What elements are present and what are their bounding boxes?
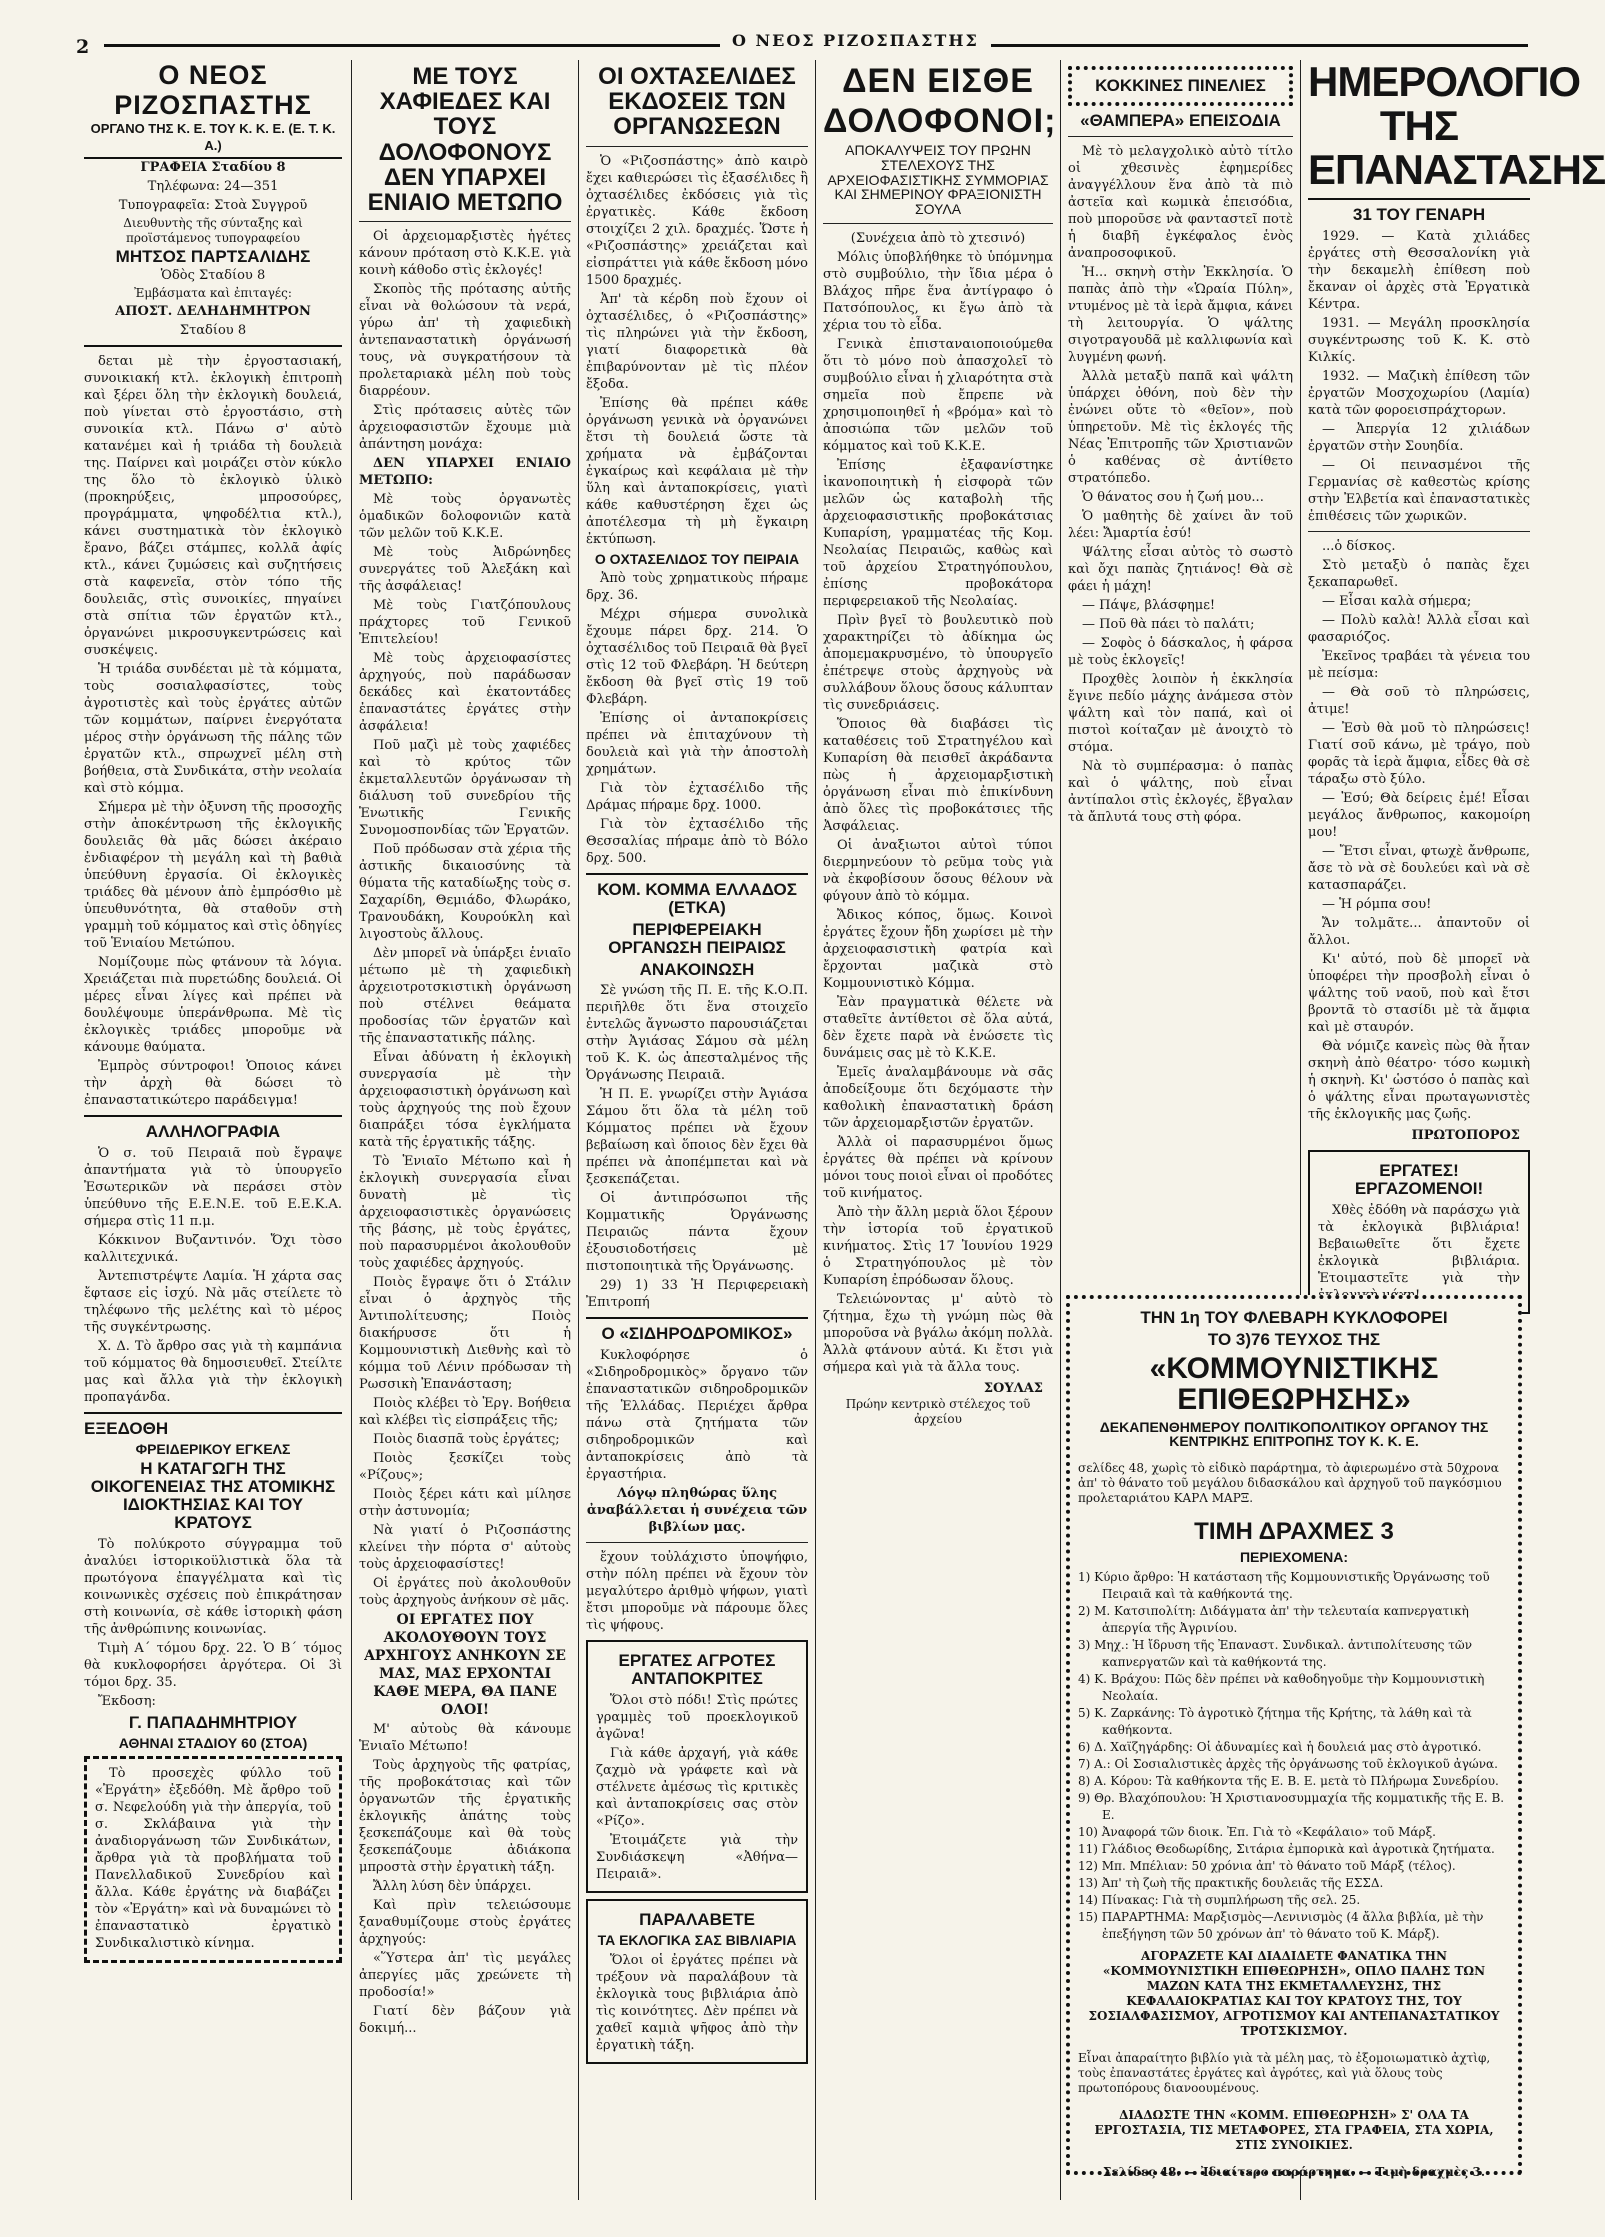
article-paragraph: Ποιὸς κλέβει τὸ Ἐργ. Βοήθεια καὶ κλέβει τὶς εἰσπράξεις τῆς;	[359, 1396, 571, 1429]
booklets-box	[586, 1899, 808, 2064]
article-paragraph: Ὁ θάνατος σου ἡ ζωή μου...	[1082, 489, 1264, 505]
dialogue-line: Θὰ νόμιζε κανεὶς πὼς θὰ ἦταν σκηνὴ ἀπὸ θέατρο· τόσο κωμικὴ ἡ σκηνὴ. Κι' ὡστόσο ὁ παπὰς καὶ ὁ ψάλτης εἶναι πρωταγωνιστὲς τῆς ἐκλογικῆς μας ζωῆς.	[1308, 1038, 1530, 1122]
section-heading: Ο «ΣΙΔΗΡΟΔΡΟΜΙΚΟΣ»	[601, 1324, 793, 1344]
column-rule	[578, 60, 579, 2200]
correspondence-item: Χ. Δ. Τὸ ἄρθρο σας γιὰ τὴ καμπάνια τοῦ κόμματος θὰ δημοσιευθεῖ. Στείλτε μας καὶ ἄλλα γιὰ τὴν ἐκλογικὴ προπαγάνδα.	[84, 1338, 342, 1405]
advert-price	[1078, 1518, 1510, 1546]
article-subhead: ΔΕΝ ΥΠΑΡΧΕΙ ΕΝΙΑΙΟ ΜΕΤΩΠΟ:	[359, 456, 571, 489]
correspondence-item: Ἀντεπιστρέψτε Λαμία. Ἡ χάρτα σας ἔφτασε εἰς ἰσχύ. Νὰ μᾶς στείλετε τὸ τηλέφωνο τῆς μελέτης καὶ τὸ μέρος τῆς συγκέντρωσης.	[84, 1268, 342, 1335]
advert-call: ΑΓΟΡΑΖΕΤΕ ΚΑΙ ΔΙΑΔΙΔΕΤΕ ΦΑΝΑΤΙΚΑ ΤΗΝ «ΚΟΜΜΟΥΝΙΣΤΙΚΗ ΕΠΙΘΕΩΡΗΣΗ», ΟΠΛΟ ΠΑΛΗΣ ΤΩΝ ΜΑΖΩΝ ΚΑΤΑ ΤΗΣ ΕΚΜΕΤΑΛΛΕΥΣΗΣ, ΤΗΣ ΚΕΦΑΛΑΙΟΚΡΑΤΙΑΣ ΚΑΙ ΤΟΥ ΚΡΑΤΟΥΣ ΤΗΣ, ΤΟΥ ΣΟΣΙΑΛΦΑΣΙΣΜΟΥ, ΑΓΡΟΤΙΣΜΟΥ ΚΑΙ ΑΝΤΕΠΑΝΑΣΤΑΤΙΚΟΥ ΤΡΟΤΣΚΙΣΜΟΥ.	[1088, 1948, 1500, 2038]
article-paragraph: Ἐμεῖς ἀναλαμβάνουμε νὰ σᾶς ἀποδείξουμε ὅτι δεχόμαστε τὴν καθολικὴ ἐπαναστατικὴ δράση τῶν ἀρχειομαρξιστῶν ἐργατῶν.	[823, 1064, 1053, 1131]
article-paragraph: Ἀπ' τὰ κέρδη ποὺ ἔχουν οἱ ὀχτασέλιδες, ὁ «Ριζοσπάστης» τὶς πληρώνει γιὰ τὴν ἔκδοση, γιατί διαφορετικὰ θὰ ἐπιβαρύνονταν μὲ τὶς πλέον ἔξοδα.	[586, 291, 808, 392]
divider	[84, 345, 342, 347]
article-paragraph: Ἀλλὰ μεταξὺ παπᾶ καὶ ψάλτη ὑπάρχει ὀθόνη, ποὺ δὲν τὴν ἐνώνει οὔτε τὸ «θεῖον», ποὺ ὑπηρετοῦν. Μὲ τὶς ἐκλογές τῆς Νέας Ἐπιτροπῆς τῶν Χριστιανῶν ὁ καθένας σὲ ἀντίθετο στρατόπεδο.	[1068, 368, 1293, 486]
article-paragraph: Ἐτοιμάζετε γιὰ τὴν Συνδιάσκεψη «Ἀθήνα—Πειραιᾶ».	[596, 1833, 798, 1882]
masthead-publisher-label: Ἐμβάσματα καὶ ἐπιταγές:	[134, 286, 292, 300]
divider	[84, 1115, 342, 1117]
article-paragraph: Ποῦ πρόδωσαν στὰ χέρια τῆς ἀστικῆς δικαιοσύνης τὰ θύματα τῆς καταδίωξης τοὺς σ. Σαχαρίδη, Θεμιάδο, Φλωράκο, Τρανουδάκη, Κουρούκλη καὶ λιγοστοὺς ἄλλους.	[359, 842, 571, 943]
article-paragraph: Ἀπὸ τοὺς χρηματικοὺς πήραμε δρχ. 36.	[586, 571, 808, 604]
calendar-entry: 1931. — Μεγάλη προσκλησία συγκέντρωσης τοῦ Κ. Κ. στὸ Κιλκίς.	[1308, 315, 1530, 365]
article-signature: ΣΟΥΛΑΣ	[983, 1380, 1043, 1396]
page-number: 2	[76, 36, 90, 58]
contents-item: 1) Κύριο ἄρθρο: Ἡ κατάσταση τῆς Κομμουνιστικῆς Ὀργάνωσης τοῦ Πειραιᾶ καὶ τὰ καθήκοντά της.	[1078, 1569, 1490, 1601]
divider	[1068, 136, 1293, 137]
dialogue-line: — Ἐσύ; Θὰ δείρεις ἐμέ! Εἶσαι μεγάλος ἄνθρωπος, κακομοίρη μου!	[1308, 790, 1530, 840]
article-paragraph: Γενικὰ ἐπισταναιοποιούμεθα ὅτι τὸ μόνο ποὺ ἀπασχολεῖ τὸ συμβούλιο εἶναι ἡ χλιαρότητα στὰ σημεῖα ποὺ ἔπρεπε νὰ χρησιμοποιηθεῖ ἡ «βρόμα» καὶ τὸ ἀποσιώπα τῶν μελῶν τοῦ κόμματος καὶ τοῦ Κ.Κ.Ε.	[823, 336, 1053, 454]
masthead-editor-address: Ὁδὸς Σταδίου 8	[160, 268, 266, 283]
article-deck: ΑΠΟΚΑΛΥΨΕΙΣ ΤΟΥ ΠΡΩΗΝ ΣΤΕΛΕΧΟΥΣ ΤΗΣ ΑΡΧΕΙΟΦΑΣΙΣΤΙΚΗΣ ΣΥΜΜΟΡΙΑΣ ΚΑΙ ΣΗΜΕΡΙΝΟΥ ΦΡΑΞΙΟΝΙΣΤΗ ΣΟΥΛΑ	[827, 142, 1049, 218]
article-paragraph: Τοὺς ἀρχηγοὺς τῆς φατρίας, τῆς προβοκάτσιας καὶ τῶν ὀργανωτῶν τῆς ἐργατικῆς ἐκλογικῆς ἀπάτης τοὺς ξεσκεπάζουμε καὶ θὰ τοὺς ξεσκεπάζουμε ἀδιάκοπα μπροστὰ στὴν ἐργατικὴ τάξη.	[359, 1758, 571, 1876]
advert-price-value: 3	[1380, 1518, 1394, 1546]
article-paragraph: Ἄδικος κόπος, ὅμως. Κοινοὶ ἐργάτες ἔχουν ἤδη χωρίσει μὲ τὴν ἀρχειοφασιστικὴ φατρία καὶ ἔρχονται μαζικὰ στὸ Κομμουνιστικὸ Κόμμα.	[823, 907, 1053, 991]
running-head: Ο ΝΕΟΣ ΡΙΖΟΣΠΑΣΤΗΣ	[720, 31, 991, 50]
article-paragraph: — Σοφὸς ὁ δάσκαλος, ἡ φάρσα μὲ τοὺς ἐκλογεῖς!	[1068, 635, 1293, 668]
article-headline: ΜΕ ΤΟΥΣ ΧΑΦΙΕΔΕΣ ΚΑΙ ΤΟΥΣ ΔΟΛΟΦΟΝΟΥΣ ΔΕΝ ΥΠΑΡΧΕΙ ΕΝΙΑΙΟ ΜΕΤΩΠΟ	[367, 63, 563, 216]
article-paragraph: Μ' αὐτοὺς θὰ κάνουμε Ἑνιαῖο Μέτωπο!	[359, 1722, 571, 1755]
article-paragraph: Μέχρι σήμερα συνολικὰ ἔχουμε πάρει δρχ. 214. Ὁ ὀχτασέλιδος τοῦ Πειραιᾶ θὰ βγεῖ στὶς 12 τοῦ Φλεβάρη. Ἡ δεύτερη ἔκδοση θὰ βγεῖ στὶς 19 τοῦ Φλεβάρη.	[586, 607, 808, 708]
article-paragraph: 29) 1) 33 Ἡ Περιφερειακὴ Ἐπιτροπή	[586, 1278, 808, 1311]
contents-item: 8) Α. Κόρου: Τὰ καθήκοντα τῆς Ε. Β. Ε. μετὰ τὸ Πλήρωμα Συνεδρίου.	[1078, 1773, 1499, 1788]
article-paragraph: Ὅλοι οἱ ἐργάτες πρέπει νὰ τρέξουν νὰ παραλάβουν τὰ ἐκλογικὰ τους βιβλιάρια ἀπὸ τὶς κοινότητες. Δὲν πρέπει νὰ χαθεῖ καμιὰ ψῆφος ἀπὸ τὴν ἐργατικὴ τάξη.	[596, 1952, 798, 2053]
dialogue-line: Στὸ μεταξὺ ὁ παπὰς ἔχει ξεκαπαρωθεῖ.	[1308, 557, 1530, 590]
announcement-party: ΚΟΜ. ΚΟΜΜΑ ΕΛΛΑΔΟΣ (ΕΤΚΑ)	[597, 880, 797, 918]
contents-item: 12) Μπ. Μπέλιαν: 50 χρόνια ἀπ' τὸ θάνατο τοῦ Μάρξ (τέλος).	[1078, 1858, 1456, 1873]
column-title-box	[1068, 66, 1293, 106]
workers-box-text: Χθὲς ἐδόθη νὰ παράσχω γιὰ τὰ ἐκλογικὰ βιβλιάρια! Βεβαιωθεῖτε ὅτι ἔχετε ἐκλογικὰ βιβλιάρια. Ἑτοιμαστεῖτε γιὰ τὴν	[1318, 1202, 1520, 1286]
contents-item: 14) Πίνακας: Γιὰ τὴ συμπλήρωση τῆς σελ. 25.	[1078, 1892, 1361, 1907]
article-paragraph: — Πάψε, βλάσφημε!	[1082, 597, 1216, 613]
advert-footer: Σελίδες 48. — Ἰδιαίτερο παράρτημα. — Τιμὴ δραχμὲς 3.	[1102, 2164, 1486, 2179]
advert-contents-label: ΠΕΡΙΕΧΟΜΕΝΑ:	[1239, 1549, 1349, 1566]
contents-item: 9) Θρ. Βλαχόπουλου: Ἡ Χριστιανοσυμμαχία τῆς κομματικῆς τῆς Ε. Β. Ε.	[1078, 1790, 1505, 1822]
article-paragraph: Οἱ ἀναξιωτοι αὐτοὶ τύποι διερμηνεύουν τὸ ρεῦμα τοὺς γιὰ νὰ ἐκφοβίσουν ὅσους θέλουν νὰ φύγουν ἀπὸ τὸ κόμμα.	[823, 837, 1053, 904]
article-paragraph: Εἶναι ἀδύνατη ἡ ἐκλογικὴ συνεργασία μὲ τὴν ἀρχειοφασιστικὴ ὀργάνωση καὶ τοὺς ἀρχηγούς της ποὺ ἔχουν διαπράξει τόσα ἐγκλήματα κατὰ τῆς ἐργατικῆς τάξης.	[359, 1050, 571, 1151]
contents-item: 6) Δ. Χαϊζηγάρδης: Οἱ ἀδυναμίες καὶ ἡ δουλειά μας στὸ ἀγροτικό.	[1078, 1739, 1482, 1754]
calendar-entry: — Ἀπεργία 12 χιλιάδων ἐργατῶν στὴν Σουηδία.	[1308, 421, 1530, 454]
article-paragraph: Νὰ γιατί ὁ Ριζοσπάστης κλείνει τὴν πόρτα σ' αὐτοὺς τοὺς ἀρχειοφασίστες!	[359, 1523, 571, 1573]
section-heading: Ο ΟΧΤΑΣΕΛΙΔΟΣ ΤΟΥ ΠΕΙΡΑΙΑ	[594, 550, 800, 567]
notice-text: Λόγῳ πληθώρας ὕλης ἀναβάλλεται ἡ συνέχεια τῶν βιβλίων μας.	[586, 1486, 808, 1536]
article-paragraph: Νὰ τὸ συμπέρασμα: ὁ παπὰς καὶ ὁ ψάλτης, ποὺ εἶναι ἀντίπαλοι στὶς ἐκλογές, ἔβγαλαν τὰ ἄπλυτά τους στὴ φόρα.	[1068, 758, 1293, 825]
column-rule	[1060, 60, 1061, 2200]
article-paragraph: Ἡ... σκηνὴ στὴν Ἐκκλησία. Ὁ παπὰς ἀπὸ τὴν «Ὡραία Πύλη», ντυμένος μὲ τὰ ἱερὰ ἄμφια, κάνει τὴ λειτουργία. Ὁ ψάλτης σιγοτραγουδᾶ μὲ καλλιφωνία καὶ λυγμένη φωνή.	[1068, 264, 1293, 365]
article-paragraph: Ὅποιος θὰ διαβάσει τὶς καταθέσεις τοῦ Στρατηγέλου καὶ Κυπαρίση θὰ πεισθεῖ ἀκράδαντα πὼς ἡ ἀρχειομαρξιστικὴ ὀργάνωση εἶναι πιὸ ἐπικίνδυνη ἀπὸ ὅλες τὶς προβοκάτσιες τῆς Ἀσφάλειας.	[823, 716, 1053, 834]
worker-paper-text: Τὸ προσεχὲς φύλλο τοῦ «Ἐργάτη» ἐξεδόθη. Μὲ ἄρθρο τοῦ σ. Νεφελούδη γιὰ τὴν ἀπεργία, τοῦ σ. Σκλάβαινα γιὰ τὴν ἀναδιοργάνωση τῶν Συνδικάτων, ἄρθρα γιὰ τὰ προβλήματα τοῦ Πανελλαδικοῦ Συνεδρίου καὶ ἄλλα. Κάθε ἐργάτης νὰ διαβάζει τὸν «Ἐργάτη» καὶ νὰ δυναμώνει τὸ ἐπαναστατικὸ ἐργατικὸ Συνδικαλιστικὸ κίνημα.	[95, 1766, 331, 1952]
divider	[1308, 198, 1530, 200]
book-author: ΦΡΕΙΔΕΡΙΚΟΥ ΕΓΚΕΛΣ	[135, 1440, 291, 1457]
booklets-subtitle: ΤΑ ΕΚΛΟΓΙΚΑ ΣΑΣ ΒΙΒΛΙΑΡΙΑ	[597, 1931, 797, 1948]
dialogue-line: Κι' αὐτό, ποὺ δὲ μπορεῖ νὰ ὑποφέρει τὴν προσβολὴ εἶναι ὁ ψάλτης τοῦ ναοῦ, ποὺ καὶ ἔτσι βροντᾶ τὸ στασίδι μὲ τὰ ἄμφια καὶ μὲ σταυρόν.	[1308, 951, 1530, 1035]
article-paragraph: Μὲ τὸ μελαγχολικὸ αὐτὸ τίτλο οἱ χθεσινὲς ἐφημερίδες ἀναγγέλλουν ἕνα ἀπὸ τὰ πιὸ ἀστεῖα καὶ κωμικὰ ἐπεισόδια, ποὺ μποροῦσε νὰ φανταστεῖ ποτὲ ἡ διαβῆ ἐγκέφαλος ἑνὸς ἀναπροσοφικοῦ.	[1068, 143, 1293, 261]
worker-paper-box	[84, 1756, 342, 1963]
divider	[586, 1317, 808, 1319]
contents-item: 4) Κ. Βράχου: Πῶς δὲν πρέπει νὰ καθοδηγοῦμε τὴν Κομμουνιστικὴ Νεολαία.	[1078, 1671, 1485, 1703]
book-description: Τὸ πολύκροτο σύγγραμμα τοῦ ἀναλύει ἱστορικοϋλιστικὰ ὅλα τὰ πρωτόγονα ἐπαγγέλματα καὶ τὶς κοινωνικὲς σχέσεις ποὺ ἐπικράτησαν στὴ κοινωνία, σὲ κάθε ἱστορικὴ φάση τῆς ἀνθρώπινης κοινωνίας.	[84, 1536, 342, 1637]
masthead-offices: ΓΡΑΦΕΙΑ Σταδίου 8	[140, 160, 286, 175]
article-paragraph: Δὲν μπορεῖ νὰ ὑπάρξει ἑνιαῖο μέτωπο μὲ τὴ χαφιεδικὴ ἀρχειοτροτσκιστικὴ ὀργάνωση ποὺ στέλνει θεάματα προδοσίας τῶν ἐργατῶν καὶ τῆς ἐπαναστατικῆς πάλης.	[359, 946, 571, 1047]
article-paragraph: Ποιὸς ἔγραψε ὅτι ὁ Στάλιν εἶναι ὁ ἀρχηγὸς τῆς Ἀντιπολίτευσης; Ποιὸς διακήρυσσε ὅτι ἡ Κομμουνιστικὴ Διεθνὴς καὶ τὸ κόμμα τοῦ Λένιν πρόδωσαν τὴ Ρωσσικὴ Ἐπανάσταση;	[359, 1275, 571, 1393]
article-paragraph: Γιὰ τὸν ἐχτασέλιδο τῆς Δράμας πήραμε δρχ. 1000.	[586, 781, 808, 814]
article-paragraph: Προχθὲς λοιπὸν ἡ ἐκκλησία ἔγινε πεδίο μάχης ἀνάμεσα στὸν ψάλτη καὶ τὸν παπά, καὶ οἱ πιστοὶ κοίταζαν μὲ ἀνοιχτὸ τὸ στόμα.	[1068, 671, 1293, 755]
dialogue-line: Ἄν τολμᾶτε... ἀπαντοῦν οἱ ἄλλοι.	[1308, 915, 1530, 948]
article-paragraph: ἔχουν τοὐλάχιστο ὑποψήφιο, στὴν πόλη πρέπει νὰ ἔχουν τὸν μεγαλύτερο ἀριθμὸ ψήφων, γιατὶ ἔτσι μποροῦμε νὰ πάρουμε ὅλες τὶς ψήφους.	[586, 1550, 808, 1634]
article-paragraph: Ἐπίσης ἐξαφανίστηκε ἰκανοποιητικὴ ἡ εἰσφορὰ τῶν μελῶν ὡς καταβολὴ τῆς ἀρχειοφασιστικῆς προβοκάτσιας Κυπαρίση, γραμματέας τῆς Κομ. Νεολαίας Πειραιῶς, καθὼς καὶ τοῦ ἀρχείου Στρατηγόπουλου, ἐπίσης προβοκάτορα περιφερειακοῦ τῆς Νεολαίας.	[823, 457, 1053, 609]
article-paragraph: Ἡ τριάδα συνδέεται μὲ τὰ κόμματα, τοὺς σοσιαλφασίστες, τοὺς ἀγροτιστὲς καὶ τοὺς ἐργάτες αὐτῶν τῶν κομμάτων, παίρνει ἐνεργότατα μέρος στὴν ὀργάνωση τῆς πάλης τῶν ἐργατῶν κτλ., σπρωχνεῖ μέλη στὴ βοήθεια, στὰ Συνδικάτα, στὴν νεολαία καὶ στὸ κόμμα.	[84, 662, 342, 796]
article-paragraph: Οἱ ἀρχειομαρξιστὲς ἡγέτες κάνουν πρόταση στὸ Κ.Κ.Ε. γιὰ κοινὴ κάθοδο στὶς ἐκλογές!	[359, 229, 571, 279]
article-paragraph: Καὶ πρὶν τελειώσουμε ξαναθυμίζουμε στοὺς ἐργάτες ἀρχηγούς:	[359, 1898, 571, 1948]
article-paragraph: Μὲ τοὺς ὀργανωτὲς ὁμαδικῶν δολοφονιῶν κατὰ τῶν μελῶν τοῦ Κ.Κ.Ε.	[359, 492, 571, 542]
correspondents-box	[586, 1640, 808, 1893]
article-paragraph: Ὁ «Ριζοσπάστης» ἀπὸ καιρὸ ἔχει καθιερώσει τὶς ἐξασέλιδες ἢ ὀχτασέλιδες ἐκδόσεις γιὰ τὶς ἐργατικὲς. Κάθε ἔκδοση στοιχίζει 2 χιλ. δραχμές. Ὥστε ἡ «Ριζοσπάστης» χρειάζεται καὶ εἰσπράττει γιὰ κάθε ἔκδοση μόνο 1500 δραχμές.	[586, 153, 808, 288]
advert-note: Εἶναι ἀπαραίτητο βιβλίο γιὰ τὰ μέλη μας, τὸ ἐξομοιωματικὸ ἀχτὶφ, τοὺς ἐπαναστάτες ἐργάτες καὶ ἀγρότες, καὶ γιὰ ὅλους τοὺς πρωτοπόρους διανοουμένους.	[1078, 2050, 1491, 2095]
dialogue-line: — Πολὺ καλὰ! Ἀλλὰ εἶσαι καὶ φασαριόζος.	[1308, 612, 1530, 645]
masthead-print-shop: Τυπογραφεῖα: Στοὰ Συγγροῦ	[118, 198, 308, 213]
book-editor: Γ. ΠΑΠΑΔΗΜΗΤΡΙΟΥ	[128, 1712, 298, 1732]
journal-advert	[1066, 1295, 1522, 2179]
dialogue-line: — Εἶσαι καλὰ σήμερα;	[1322, 593, 1472, 609]
article-paragraph: Τὸ Ἑνιαῖο Μέτωπο καὶ ἡ ἐκλογικὴ συνεργασία εἶναι δυνατὴ μὲ τὶς ἀρχειοφασιστικὲς ὀργανώσεις τῆς βάσης, μὲ τοὺς ἐργάτες, ποὺ παρασυρμένοι ἀκολουθοῦν τοὺς χαφιέδες ἀρχηγούς.	[359, 1154, 571, 1272]
dialogue-line: — Θὰ σοῦ τὸ πληρώσεις, ἀτιμε!	[1308, 684, 1530, 717]
contents-item: 3) Μηχ.: Ἡ ἴδρυση τῆς Ἐπαναστ. Συνδικαλ. ἀντιπολίτευσης τῶν καπνεργατῶν καὶ τὰ καθήκοντά της.	[1078, 1637, 1472, 1669]
column-1	[84, 60, 342, 2200]
article-paragraph: Τελειώνοντας μ' αὐτὸ τὸ ζήτημα, ἔχω τὴ γνώμη πὼς θὰ μποροῦσα νὰ βγάλω ἀκόμη πολλὰ. Ἀλλὰ φτάνουν αὐτά. Κι ἔτσι γιὰ σήμερα καὶ γιὰ τὰ ἄλλα τους.	[823, 1291, 1053, 1375]
calendar-date: 31 ΤΟΥ ΓΕΝΑΡΗ	[1352, 205, 1486, 224]
calendar-entry: 1932. — Μαζικὴ ἐπίθεση τῶν ἐργατῶν Μοσχοχωρίου (Λαμία) κατὰ τῶν φοροεισπράχτορων.	[1308, 368, 1530, 418]
article-paragraph: Ποῦ μαζὶ μὲ τοὺς χαφιέδες καὶ τὸ κρύτος τῶν ἐκμεταλλευτῶν ὀργάνωσαν τὴ διάλυση τοῦ συνεδρίου τῆς Ἑνωτικῆς Γενικῆς Συνομοσπονδίας τῶν Ἐργατῶν.	[359, 738, 571, 839]
column-4	[823, 60, 1057, 2200]
continued-note: (Συνέχεια ἀπὸ τὸ χτεσινό)	[850, 230, 1026, 246]
article-paragraph: Ὁ μαθητὴς δὲ χαίνει ἂν τοῦ λέει: Ἄμαρτία ἐσύ!	[1068, 508, 1293, 541]
article-paragraph: Μὲ τοὺς Ἀιδρώνηδες συνεργάτες τοῦ Ἀλεξάκη καὶ τῆς ἀσφάλειας!	[359, 545, 571, 595]
article-paragraph: Γιατί δὲν βάζουν γιὰ δοκιμή...	[359, 2004, 571, 2037]
dialogue-line: — Ἡ ρόμπα σου!	[1322, 896, 1432, 912]
advert-subtitle: ΔΕΚΑΠΕΝΘΗΜΕΡΟΥ ΠΟΛΙΤΙΚΟΠΟΛΙΤΙΚΟΥ ΟΡΓΑΝΟΥ ΤΗΣ ΚΕΝΤΡΙΚΗΣ ΕΠΙΤΡΟΠΗΣ ΤΟΥ Κ. Κ. Ε.	[1099, 1418, 1489, 1450]
masthead-publisher-address: Σταδίου 8	[179, 323, 247, 338]
contents-item: 7) Α.: Οἱ Σοσιαλιστικὲς ἀρχὲς τῆς ὀργάνωσης τοῦ ἐκλογικοῦ ἀγώνα.	[1078, 1756, 1498, 1771]
dialogue-line: ...ὁ δίσκος.	[1322, 538, 1396, 554]
column-signature: ΠΡΩΤΟΠΟΡΟΣ	[1411, 1127, 1520, 1143]
correspondents-title: ΕΡΓΑΤΕΣ ΑΓΡΟΤΕΣ ΑΝΤΑΠΟΚΡΙΤΕΣ	[618, 1651, 776, 1689]
divider	[359, 221, 571, 222]
article-paragraph: Ἄλλη λύση δὲν ὑπάρχει.	[373, 1879, 532, 1895]
divider	[823, 223, 1053, 224]
article-paragraph: Ἀπὸ τὴν ἄλλη μεριὰ ὅλοι ξέρουν τὴν ἱστορία τοῦ ἐργατικοῦ κινήματος. Στὶς 17 Ἰουνίου 1929 ὁ Στρατηγόπουλος μὲ τὸν Κυπαρίση ἐπρόδωσαν ὅλους.	[823, 1204, 1053, 1288]
article-headline: «ΘΑΜΠΕΡΑ» ΕΠΕΙΣΟΔΙΑ	[1080, 110, 1281, 130]
advert-line-2: ΤΟ 3)76 ΤΕΥΧΟΣ ΤΗΣ	[1207, 1329, 1381, 1349]
article-paragraph: Ποιὸς ξέρει κάτι καὶ μίλησε στὴν ἀστυνομία;	[359, 1487, 571, 1520]
advert-title: «ΚΟΜΜΟΥΝΙΣΤΙΚΗΣ ΕΠΙΘΕΩΡΗΣΗΣ»	[1149, 1351, 1439, 1417]
calendar-entry: 1929. — Κατὰ χιλιάδες ἐργάτες στὴ Θεσσαλονίκη γιὰ τὴν δεκαμελὴ ἐπίθεση ποὺ ἔκαναν οἱ ἀρχὲς στὰ Ἐργατικὰ Κέντρα.	[1308, 228, 1530, 312]
dialogue-line: — Ἐσὺ θὰ μοῦ τὸ πληρώσεις! Γιατί σοῦ κάνω, μὲ τράγο, ποὺ φορᾶς τὰ ἱερὰ ἄμφια, εἶδες θὰ σὲ τάραξω στὸ ξύλο.	[1308, 720, 1530, 787]
article-paragraph: Ἐμπρὸς σύντροφοι! Ὁποιος κάνει τὴν ἀρχὴ θὰ δώσει τὸ ἐπαναστατικώτερο παράδειγμα!	[84, 1059, 342, 1108]
article-paragraph: Ποιὸς ξεσκίζει τοὺς «Ρίζους»;	[359, 1451, 571, 1484]
article-paragraph: Μὲ τοὺς ἀρχειοφασίστες ἀρχηγούς, ποὺ παράδωσαν δεκάδες καὶ ἑκατοντάδες ἐπαναστάτες ἐργάτες στὴν ἀσφάλεια!	[359, 651, 571, 735]
article-paragraph: Ἐπίσης οἱ ἀνταποκρίσεις πρέπει νὰ ἐπιταχύνουν τὴ δουλειὰ καὶ γιὰ τὴν ἀποστολὴ χρημάτων.	[586, 711, 808, 778]
article-headline: ΟΙ ΟΧΤΑΣΕΛΙΔΕΣ ΕΚΔΟΣΕΙΣ ΤΩΝ ΟΡΓΑΝΩΣΕΩΝ	[598, 63, 796, 141]
article-paragraph: Ἀλλὰ οἱ παρασυρμένοι ὅμως ἐργάτες θὰ πρέπει νὰ κρίνουν μόνοι τους ποιοὶ εἶναι οἱ προδότες τοῦ κινήματος.	[823, 1134, 1053, 1201]
article-quote: ΟΙ ΕΡΓΑΤΕΣ ΠΟΥ ΑΚΟΛΟΥΘΟΥΝ ΤΟΥΣ ΑΡΧΗΓΟΥΣ ΑΝΗΚΟΥΝ ΣΕ ΜΑΣ, ΜΑΣ ΕΡΧΟΝΤΑΙ ΚΑΘΕ ΜΕΡΑ, ΘΑ ΠΑΝΕ ΟΛΟΙ!	[364, 1612, 566, 1719]
contents-item: 11) Γλάδιος Θεοδωρίδης, Σιτάρια ἐμπορικὰ καὶ ἀγροτικὰ ζητήματα.	[1078, 1841, 1495, 1856]
article-headline-2: ΔΟΛΟΦΟΝΟΙ;	[823, 101, 1057, 140]
advert-line-1: ΤΗΝ 1η ΤΟΥ ΦΛΕΒΑΡΗ ΚΥΚΛΟΦΟΡΕΙ	[1140, 1308, 1448, 1327]
article-paragraph: Κυκλοφόρησε ὁ «Σιδηροδρομικὸς» ὄργανο τῶν ἐπαναστατικῶν σιδηροδρομικῶν τῆς Ἑλλάδας. Περιέχει ἄρθρα πάνω στὰ ζητήματα τῶν σιδηροδρομικῶν καὶ ἀνταποκρίσεις ἀπὸ τὰ ἐργαστήρια.	[586, 1348, 808, 1483]
column-rule	[815, 60, 816, 2200]
signature-note: Πρώην κεντρικὸ στέλεχος τοῦ ἀρχείου	[845, 1396, 1031, 1426]
advert-spread: ΔΙΑΔΩΣΤΕ ΤΗΝ «ΚΟΜΜ. ΕΠΙΘΕΩΡΗΣΗ» Σ' ΟΛΑ ΤΑ ΕΡΓΟΣΤΑΣΙΑ, ΤΙΣ ΜΕΤΑΦΟΡΕΣ, ΣΤΑ ΓΡΑΦΕΙΑ, ΣΤΑ ΧΩΡΙΑ, ΣΤΙΣ ΣΥΝΟΙΚΙΕΣ.	[1094, 2107, 1494, 2152]
book-title: Η ΚΑΤΑΓΩΓΗ ΤΗΣ ΟΙΚΟΓΕΝΕΙΑΣ ΤΗΣ ΑΤΟΜΙΚΗΣ ΙΔΙΟΚΤΗΣΙΑΣ ΚΑΙ ΤΟΥ ΚΡΑΤΟΥΣ	[90, 1459, 336, 1532]
masthead-editor-label: Διευθυντὴς τῆς σύνταξης καὶ προϊστάμενος τυπογραφείου	[123, 216, 303, 245]
book-editor-address: ΑΘΗΝΑΙ ΣΤΑΔΙΟΥ 60 (ΣΤΟΑ)	[118, 1734, 308, 1751]
article-paragraph: Ἡ Π. Ε. γνωρίζει στὴν Ἀγιάσα Σάμου ὅτι ὅλα τὰ μέλη τοῦ Κόμματος πρέπει νὰ ἔχουν βεβαίωση καὶ ὅποιος δὲν ἔχει θὰ πρέπει νὰ ἀποπέμπεται καὶ νὰ ξεσκεπάζεται.	[586, 1087, 808, 1188]
contents-item: 13) Ἀπ' τὴ ζωὴ τῆς πρακτικῆς δουλειᾶς τῆς ΕΣΣΔ.	[1078, 1875, 1384, 1890]
article-paragraph: Στὶς πρότασεις αὐτὲς τῶν ἀρχειοφασιστῶν ἔχουμε μιὰ ἀπάντηση μονάχα:	[359, 403, 571, 453]
masthead-subtitle: ΟΡΓΑΝΟ ΤΗΣ Κ. Ε. ΤΟΥ Κ. Κ. Ε. (Ε. Τ. Κ. Α.)	[84, 120, 342, 159]
announcement-title: ΑΝΑΚΟΙΝΩΣΗ	[639, 959, 755, 979]
masthead-phone: Τηλέφωνα: 24—351	[147, 179, 279, 194]
dialogue-line: — Ἔτσι εἶναι, φτωχὲ ἄνθρωπε, ἄσε τὸ νὰ σὲ δουλεύει καὶ νὰ σὲ κατασπαράζει.	[1308, 843, 1530, 893]
masthead-title: Ο ΝΕΟΣ ΡΙΖΟΣΠΑΣΤΗΣ	[114, 60, 312, 120]
article-paragraph: Ποιὸς διασπᾶ τοὺς ἐργάτες;	[373, 1432, 560, 1448]
divider	[586, 146, 808, 147]
advert-contents	[1078, 1569, 1510, 1943]
column-rule	[351, 60, 352, 2200]
article-paragraph: δεται μὲ τὴν ἐργοστασιακή, συνοικιακή κτλ. ἐκλογικὴ ἐπιτροπὴ καὶ ξέρει ὅλη τὴν ἐκλογικὴ δουλειά, ποὺ γίνεται στὸ ἐργοστάσιο, στὴ συνοικία κτλ. Πάνω σ' αὐτὸ κατανέμει καὶ ἡ τριάδα τὴ δουλειὰ της. Παίρνει καὶ μοιράζει στὸν κύκλο της ὅλο τὸ ἐκλογικὸ ὑλικὸ (προκηρύξεις, μπροσούρες, προγράμματα, ψηφοδέλτια κτλ.), κάνει συστηματικὰ τὸν ἐκλογικὸ ἔρανο, βάζει στάμπες, κολλᾶ ἀφίς κτλ., κάνει ζυμώσεις καὶ συζητήσεις στὰ καφενεῖα, στὸν τόπο τῆς δουλειᾶς, στὶς συνοικίες, πηγαίνει στὰ σπίτια τῶν ἐργατῶν κτλ., ὀργανώνει μικροσυγκεντρώσεις καὶ συσκέψεις.	[84, 354, 342, 658]
correspondence-title: ΑΛΛΗΛΟΓΡΑΦΙΑ	[145, 1122, 281, 1141]
workers-box	[1308, 1150, 1530, 1314]
article-paragraph: Ὅλοι στὸ πόδι! Στὶς πρώτες γραμμὲς τοῦ προεκλογικοῦ ἀγῶνα!	[596, 1693, 798, 1742]
workers-box-title: ΕΡΓΑΤΕΣ! ΕΡΓΑΖΟΜΕΝΟΙ!	[1354, 1160, 1484, 1198]
masthead-publisher: ΑΠΟΣΤ. ΔΕΛΗΔΗΜΗΤΡΟΝ	[115, 304, 311, 319]
contents-item: 2) Μ. Κατσιπολίτη: Διδάγματα ἀπ' τὴν τελευταία καπνεργατικὴ ἀπεργία τῆς Ἀγρινίου.	[1078, 1603, 1469, 1635]
article-paragraph: Σήμερα μὲ τὴν ὀξυνση τῆς προσοχῆς στὴν ἀποκέντρωση τῆς ἐκλογικῆς δουλειᾶς θὰ μᾶς δώσει ἀκέραιο ἐνδιαφέρον τὴ μεγάλη καὶ τὴ βαθιὰ ὑπεύθυνη ἐργασία. Οἱ ἐκλογικὲς τριάδες θὰ μένουν ἀπὸ ἐμπρόσθιο μὲ ὑπευθυνότητα, θὰ σταθοῦν στὴ γραμμὴ τοῦ κόμματος καὶ στὶς ὁδηγίες τοῦ Ἑνιαίου Μετώπου.	[84, 800, 342, 951]
article-paragraph: Οἱ ἐργάτες ποὺ ἀκολουθοῦν τοὺς ἀρχηγοὺς ἀνήκουν σὲ μᾶς.	[359, 1576, 571, 1609]
article-paragraph: Σκοπὸς τῆς πρότασης αὐτῆς εἶναι νὰ θολώσουν τὰ νερά, γύρω ἀπ' τὴ χαφιεδικὴ ἀντεπαναστατικὴ ὀργάνωσή τους, νὰ συγκρατήσουν τὰ προλεταριακὰ μέλη ποὺ τοὺς διαρρέουν.	[359, 282, 571, 400]
article-paragraph: Γιὰ κάθε ἀρχαγή, γιὰ κάθε ζαχμὸ νὰ γράφετε καὶ νὰ στέλνετε ἀμέσως τὶς κριτικὲς καὶ ἀνταποκρίσεις σας στὸν «Ρίζο».	[596, 1746, 798, 1829]
correspondence-item: Κόκκινον Βυζαντινόν. Ὄχι τὸσο καλλιτεχνικά.	[84, 1232, 342, 1265]
book-price: Τιμὴ Α΄ τόμου δρχ. 22. Ὁ Β΄ τόμος θὰ κυκλοφορήσει ἀργότερα. Οἱ 3ὶ τόμοι δρχ. 35.	[84, 1640, 342, 1690]
column-2	[359, 60, 571, 2200]
article-headline: ΔΕΝ ΕΙΣΘΕ	[842, 62, 1034, 100]
booklets-title: ΠΑΡΑΛΑΒΕΤΕ	[639, 1910, 755, 1929]
column-title: ΚΟΚΚΙΝΕΣ ΠΙΝΕΛΙΕΣ	[1095, 76, 1266, 95]
contents-item: 5) Κ. Ζαρκάνης: Τὸ ἀγροτικὸ ζήτημα τῆς Κρήτης, τὰ λάθη καὶ τὰ καθήκοντα.	[1078, 1705, 1472, 1737]
calendar-entry: — Οἱ πεινασμένοι τῆς Γερμανίας σὲ καθεστὼς κρίσης στὴν Ἐλβετία καὶ ἐπαναστατικὲς ἐπιθέσεις τῶν χωρικῶν.	[1308, 457, 1530, 524]
divider	[586, 1542, 808, 1543]
announcement-org: ΠΕΡΙΦΕΡΕΙΑΚΗ ΟΡΓΑΝΩΣΗ ΠΕΙΡΑΙΩΣ	[608, 919, 786, 957]
contents-item: 10) Ἀναφορά τῶν διοικ. Ἐπ. Γιὰ τὸ «Κεφάλαιο» τοῦ Μάρξ.	[1078, 1824, 1436, 1839]
article-paragraph: Σὲ γνώση τῆς Π. Ε. τῆς Κ.Ο.Π. περιῆλθε ὅτι ἕνα στοιχεῖο ἐντελῶς ἄγνωστο παρουσιάζεται στὴν Ἀγιάσας Σάμου σὰ μέλη τοῦ Κ. Κ. ὡς ἀπεσταλμένος τῆς Ὀργάνωσης Πειραιᾶ.	[586, 983, 808, 1084]
article-paragraph: «Ὕστερα ἀπ' τὶς μεγάλες ἀπεργίες μᾶς χρεώνετε τὴ προδοσία!»	[359, 1951, 571, 2001]
article-paragraph: — Ποῦ θὰ πάει τὸ παλάτι;	[1082, 616, 1255, 632]
book-editor-label: Ἔκδοση:	[98, 1693, 156, 1709]
contents-item: 15) ΠΑΡΑΡΤΗΜΑ: Μαρξισμὸς—Λενινισμὸς (4 ἄλλα βιβλία, μὲ τὴν ἐπεξήγηση τῶν 50 χρόνων ἀπ' τὸ θάνατο τοῦ Κ. Μάρξ).	[1078, 1909, 1484, 1941]
article-paragraph: Μόλις ὑποβλήθηκε τὸ ὑπόμνημα στὸ συμβούλιο, τὴν ἴδια μέρα ὁ Βλάχος πῆρε ἕνα ἀντίγραφο ὁ Πατσόπουλος, κι ἔγω ἀπὸ τὰ χέρια του τὸ εἶδα.	[823, 249, 1053, 333]
article-paragraph: Ἐὰν πραγματικὰ θέλετε νὰ σταθεῖτε ἀντίθετοι σὲ ὅλα αὐτά, δὲν ἔχετε παρὰ νὰ ἐνώσετε τὶς δυνάμεις σας μὲ τὸ Κ.Κ.Ε.	[823, 994, 1053, 1061]
article-paragraph: Μὲ τοὺς Γιατζόπουλους πράχτορες τοῦ Γενικοῦ Ἐπιτελείου!	[359, 598, 571, 648]
article-paragraph: Γιὰ τὸν ἐχτασέλιδο τῆς Θεσσαλίας πήραμε ἀπὸ τὸ Βόλο δρχ. 500.	[586, 817, 808, 867]
dialogue-line: Ἐκεῖνος τραβάει τὰ γένεια του μὲ πείσμα:	[1308, 648, 1530, 681]
article-paragraph: Νομίζουμε πὼς φτάνουν τὰ λόγια. Χρειάζεται πιὰ πυρετώδης δουλειά. Οἱ μέρες εἶναι λίγες καὶ πρέπει νὰ δουλέψουμε ὑπεράνθρωπα. Μὲ τὶς ἐκλογικὲς τριάδες μποροῦμε νὰ κάνουμε θαύματα.	[84, 955, 342, 1055]
publication-title: ΕΞΕΔΟΘΗ	[84, 1418, 169, 1438]
advert-pages-note: σελίδες 48, χωρὶς τὸ εἰδικὸ παράρτημα, τὸ ἀφιερωμένο στὰ 50χρονα ἀπ' τὸ θάνατο τοῦ μεγάλου διδασκάλου καὶ ἀρχηγοῦ τοῦ παγκόσμιου προλεταριάτου ΚΑΡΛ ΜΑΡΞ.	[1078, 1461, 1502, 1506]
correspondence-item: Ὁ σ. τοῦ Πειραιᾶ ποὺ ἔγραψε ἀπαντήματα γιὰ τὸ ὑπουργεῖο Ἐσωτερικῶν νὰ περάσει στὸν ὑπεύθυνο τῆς Ε.Ε.Ν.Ε. τοῦ Ε.Ε.Κ.Α. σήμερα στὶς 11 π.μ.	[84, 1145, 342, 1229]
article-paragraph: Οἱ ἀντιπρόσωποι τῆς Κομματικῆς Ὀργάνωσης Πειραιῶς πάντα ἔχουν ἐξουσιοδοτήσεις μὲ πιστοποιητικὰ τῆς Ὀργάνωσης.	[586, 1191, 808, 1275]
divider	[586, 873, 808, 875]
masthead-editor: ΜΗΤΣΟΣ ΠΑΡΤΣΑΛΙΔΗΣ	[115, 247, 311, 266]
article-paragraph: Ἐπίσης θὰ πρέπει κάθε ὀργάνωση γενικὰ νὰ ὀργανώνει ἔτσι τὴ δουλειά ὥστε τὰ χρήματα νὰ ἐμβάζονται ἐγκαίρως καὶ κεφάλαια μὲ τὴν ὕλη καὶ ἀνταποκρίσεις, γιατὶ κάθε καθυστέρηση ἔχει ὡς ἀποτέλεσμα τὴ μὴ ἔγκαιρη ἐκτύπωση.	[586, 395, 808, 547]
column-3	[586, 60, 808, 2200]
article-paragraph: Πρὶν βγεῖ τὸ βουλευτικὸ ποὺ χαρακτηρίζει τὸ ἀδίκημα ὡς ἀπομεμακρυσμένο, τὸ ὑπουργεῖο ἐπέτρεψε στοὺς ἀρχηγοὺς νὰ συλλάβουν ὅλους ὅσους κάλυπταν τὶς συνεδριάσεις.	[823, 612, 1053, 713]
divider	[84, 1412, 342, 1414]
calendar-title: ΗΜΕΡΟΛΟΓΙΟ ΤΗΣ ΕΠΑΝΑΣΤΑΣΗΣ	[1308, 58, 1605, 193]
advert-price-label: ΤΙΜΗ ΔΡΑΧΜΕΣ	[1194, 1518, 1374, 1546]
article-paragraph: Ψάλτης εἶσαι αὐτὸς τὸ σωστὸ καὶ ὄχι παπὰς ζητιάνος! Θὰ σὲ φάει ἡ μάχη!	[1068, 544, 1293, 594]
divider	[1308, 531, 1530, 532]
